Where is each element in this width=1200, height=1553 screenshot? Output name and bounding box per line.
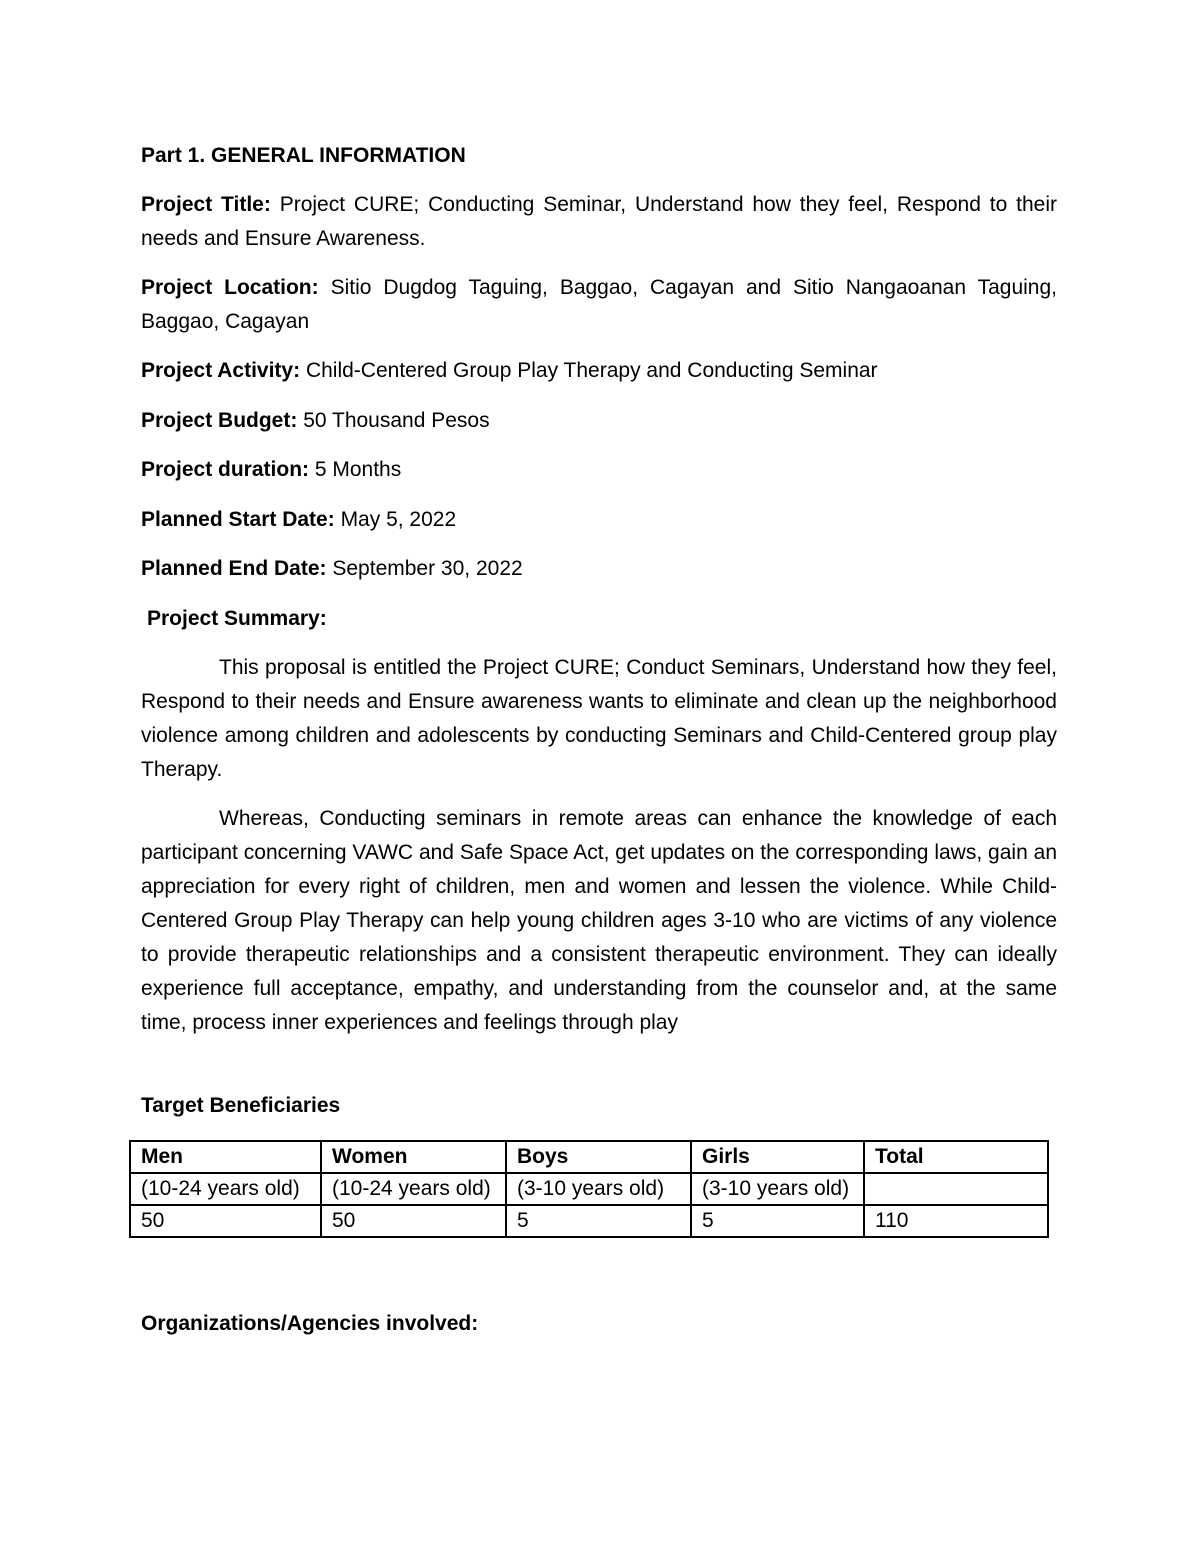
count-cell: 50 — [321, 1205, 506, 1237]
field-value: 5 Months — [314, 458, 402, 481]
field-value: Project CURE; Conducting Seminar, Understand how they feel, Respond to their needs and Ensure Awareness. — [141, 193, 1057, 250]
project-title-field — [141, 188, 1057, 256]
field-value: 50 Thousand Pesos — [303, 409, 490, 432]
header-cell-women: Women — [321, 1141, 506, 1173]
project-location-field — [141, 271, 1057, 339]
field-value: September 30, 2022 — [332, 557, 523, 580]
table-header-row — [130, 1141, 1048, 1173]
field-label: Project duration: — [141, 458, 310, 481]
planned-start-date-field — [141, 503, 1057, 537]
project-duration-field — [141, 453, 1057, 487]
field-label: Project Activity: — [141, 359, 301, 382]
planned-end-date-field — [141, 552, 1057, 586]
field-label: Planned End Date: — [141, 557, 327, 580]
field-value: Sitio Dugdog Taguing, Baggao, Cagayan and Sitio Nangaoanan Taguing, Baggao, Cagayan — [141, 276, 1057, 333]
header-cell-boys: Boys — [506, 1141, 691, 1173]
age-cell: (10-24 years old) — [130, 1173, 321, 1205]
age-cell: (10-24 years old) — [321, 1173, 506, 1205]
count-cell: 110 — [864, 1205, 1048, 1237]
project-activity-field — [141, 354, 1057, 388]
count-cell: 5 — [691, 1205, 864, 1237]
project-budget-field — [141, 404, 1057, 438]
field-label: Project Budget: — [141, 409, 298, 432]
beneficiaries-table — [129, 1140, 1049, 1238]
age-cell — [864, 1173, 1048, 1205]
header-cell-men: Men — [130, 1141, 321, 1173]
header-cell-total: Total — [864, 1141, 1048, 1173]
field-value: Child-Centered Group Play Therapy and Conducting Seminar — [305, 359, 878, 382]
table-row-counts — [130, 1205, 1048, 1237]
count-cell: 50 — [130, 1205, 321, 1237]
age-cell: (3-10 years old) — [506, 1173, 691, 1205]
field-value: May 5, 2022 — [340, 508, 457, 531]
field-label: Project Title: — [141, 193, 271, 216]
summary-paragraph: This proposal is entitled the Project CURE; Conduct Seminars, Understand how they feel, Respond to their needs and Ensure awareness wants to eliminate and clean up the neighborhood violence among children and adolescents by conducting Seminars and Child-Centered group play Therapy. — [141, 656, 1057, 781]
organizations-heading: Organizations/Agencies involved: — [141, 1312, 479, 1335]
table-row-ages — [130, 1173, 1048, 1205]
summary-paragraph: Whereas, Conducting seminars in remote areas can enhance the knowledge of each participant concerning VAWC and Safe Space Act, get updates on the corresponding laws, gain an appreciation for every right of children, men and women and lessen the violence. While Child-Centered Group Play Therapy can help young children ages 3-10 who are victims of any violence to provide therapeutic relationships and a consistent therapeutic environment. They can ideally experience full acceptance, empathy, and understanding from the counselor and, at the same time, process inner experiences and feelings through play — [141, 807, 1057, 1034]
part-heading: Part 1. GENERAL INFORMATION — [141, 144, 466, 167]
count-cell: 5 — [506, 1205, 691, 1237]
target-beneficiaries-heading: Target Beneficiaries — [141, 1094, 341, 1117]
field-label: Project Location: — [141, 276, 319, 299]
header-cell-girls: Girls — [691, 1141, 864, 1173]
project-summary-heading: Project Summary: — [147, 607, 327, 630]
age-cell: (3-10 years old) — [691, 1173, 864, 1205]
field-label: Planned Start Date: — [141, 508, 335, 531]
